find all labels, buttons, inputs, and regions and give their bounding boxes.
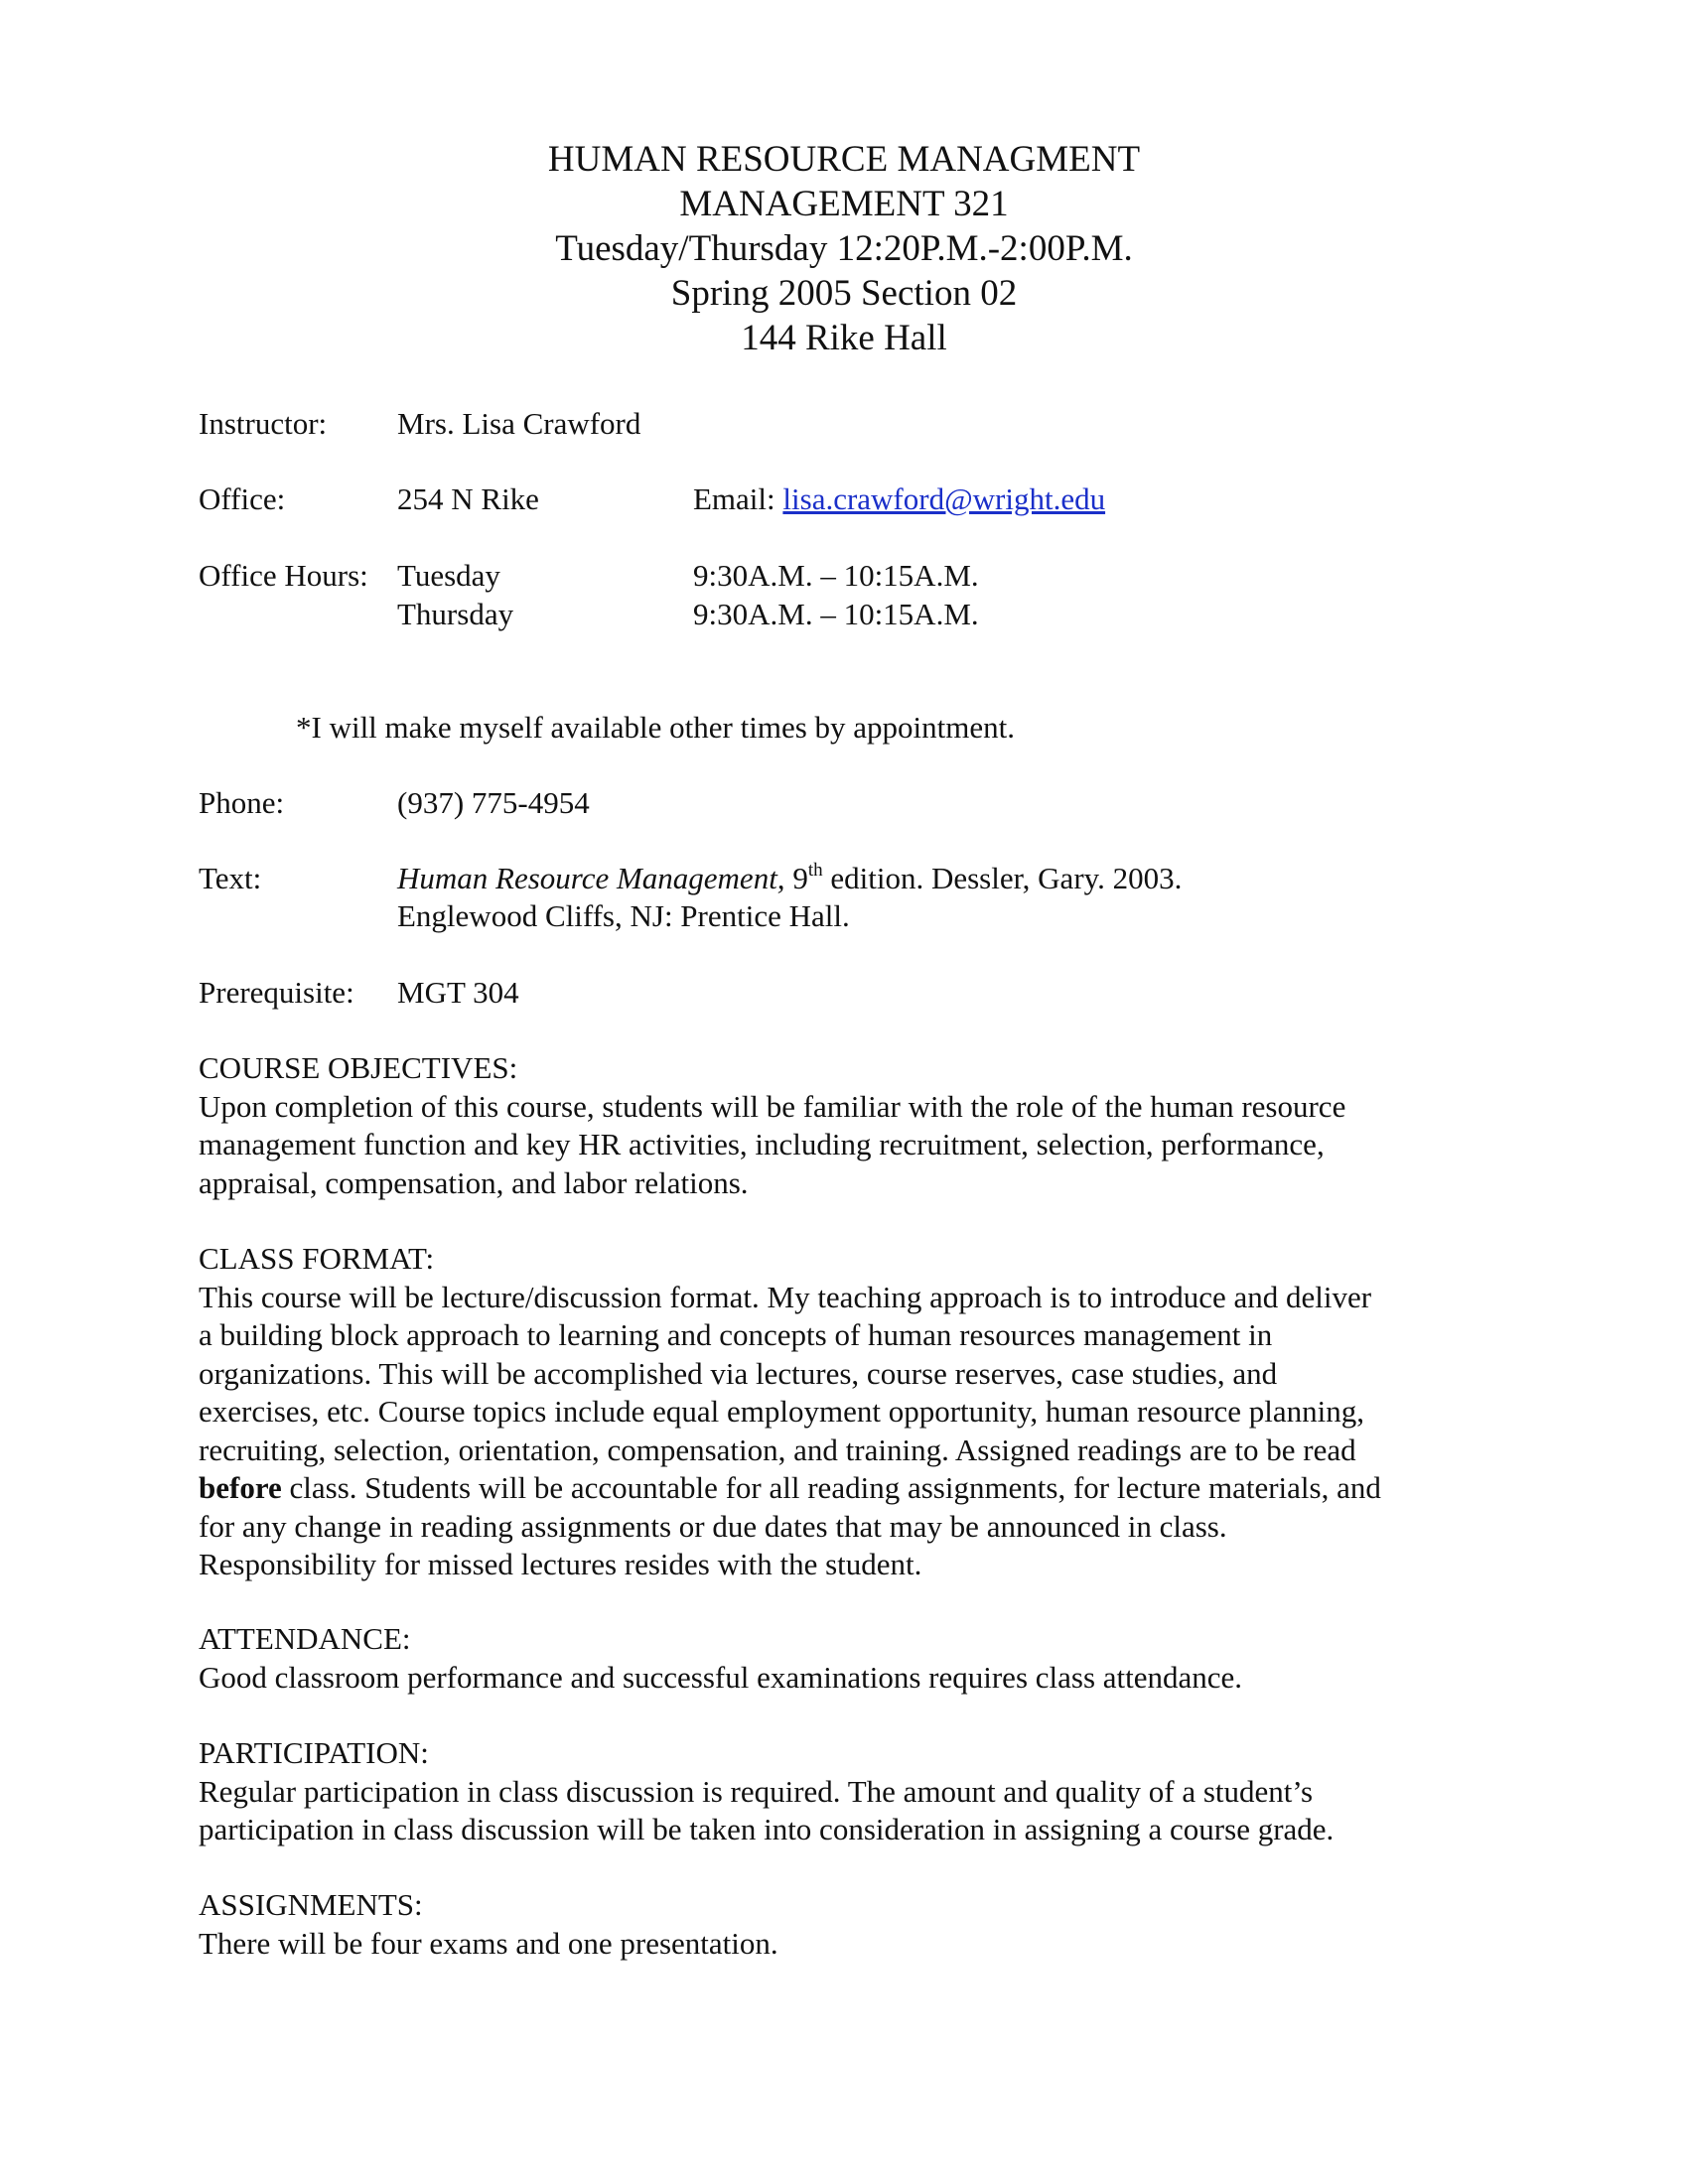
paragraph-line: Good classroom performance and successful examinations requires class attendance. — [199, 1659, 1243, 1695]
textbook-edition-suffix: th — [807, 860, 823, 881]
participation-section — [199, 1734, 1489, 1849]
emphasis-before: before — [199, 1470, 282, 1505]
course-title: HUMAN RESOURCE MANAGMENT — [547, 139, 1141, 180]
paragraph-line: recruiting, selection, orientation, compensation, and training. Assigned readings are to be read — [199, 1432, 1356, 1467]
prerequisite-label: Prerequisite: — [199, 975, 354, 1010]
office-hours-day: Thursday — [397, 597, 514, 631]
course-room: 144 Rike Hall — [741, 318, 947, 358]
text-label: Text: — [199, 861, 262, 895]
paragraph-line — [199, 1469, 1489, 1508]
course-header — [0, 137, 1688, 360]
office-hours-time: 9:30A.M. – 10:15A.M. — [693, 558, 979, 593]
paragraph-line: Regular participation in class discussion is required. The amount and quality of a student’s — [199, 1773, 1314, 1809]
phone-number: (937) 775-4954 — [397, 785, 590, 820]
office-hours-day: Tuesday — [397, 558, 500, 593]
email-label: Email: — [693, 481, 775, 516]
section-heading: ATTENDANCE: — [199, 1621, 411, 1656]
office-hours-time: 9:30A.M. – 10:15A.M. — [693, 597, 979, 631]
course-number: MANAGEMENT 321 — [679, 184, 1009, 224]
section-heading: COURSE OBJECTIVES: — [199, 1050, 518, 1085]
paragraph-line: appraisal, compensation, and labor relations. — [199, 1164, 749, 1200]
instructor-name: Mrs. Lisa Crawford — [397, 406, 641, 441]
textbook-citation — [397, 860, 1182, 897]
phone-label: Phone: — [199, 785, 285, 820]
course-schedule: Tuesday/Thursday 12:20P.M.-2:00P.M. — [555, 228, 1133, 269]
textbook-edition-number: 9 — [792, 861, 808, 895]
email-line — [693, 480, 1105, 518]
paragraph-line-rest: class. Students will be accountable for all reading assignments, for lecture materials, and — [281, 1470, 1381, 1505]
attendance-section — [199, 1620, 1489, 1697]
section-heading: PARTICIPATION: — [199, 1735, 429, 1770]
textbook-publisher: Englewood Cliffs, NJ: Prentice Hall. — [397, 898, 850, 933]
section-heading: CLASS FORMAT: — [199, 1241, 435, 1276]
class-format-section — [199, 1240, 1489, 1584]
assignments-section — [199, 1886, 1489, 1963]
appointment-note: *I will make myself available other times by appointment. — [296, 710, 1016, 745]
office-label: Office: — [199, 481, 286, 516]
paragraph-line: participation in class discussion will be taken into consideration in assigning a course grade. — [199, 1812, 1335, 1846]
paragraph-line: for any change in reading assignments or due dates that may be announced in class. — [199, 1508, 1227, 1544]
paragraph-line: organizations. This will be accomplished via lectures, course reserves, case studies, and — [199, 1355, 1278, 1391]
paragraph-line: Responsibility for missed lectures resides with the student. — [199, 1547, 922, 1581]
paragraph-line: Upon completion of this course, students will be familiar with the role of the human resource — [199, 1088, 1346, 1124]
instructor-label: Instructor: — [199, 406, 328, 441]
office-hours-label: Office Hours: — [199, 558, 368, 593]
email-link[interactable]: lisa.crawford@wright.edu — [782, 481, 1106, 516]
prerequisite-value: MGT 304 — [397, 975, 519, 1010]
paragraph-line: exercises, etc. Course topics include equal employment opportunity, human resource planning, — [199, 1394, 1364, 1429]
section-heading: ASSIGNMENTS: — [199, 1887, 423, 1922]
course-objectives-section — [199, 1049, 1489, 1202]
office-location: 254 N Rike — [397, 481, 539, 516]
paragraph-line: This course will be lecture/discussion format. My teaching approach is to introduce and deliver — [199, 1279, 1372, 1314]
paragraph-line: a building block approach to learning and concepts of human resources management in — [199, 1317, 1273, 1352]
paragraph-line: There will be four exams and one presentation. — [199, 1925, 778, 1961]
textbook-author-year: edition. Dessler, Gary. 2003. — [830, 861, 1183, 895]
paragraph-line: management function and key HR activities, including recruitment, selection, performance, — [199, 1127, 1325, 1161]
course-term: Spring 2005 Section 02 — [670, 273, 1018, 314]
textbook-title: Human Resource Management, — [397, 861, 785, 895]
